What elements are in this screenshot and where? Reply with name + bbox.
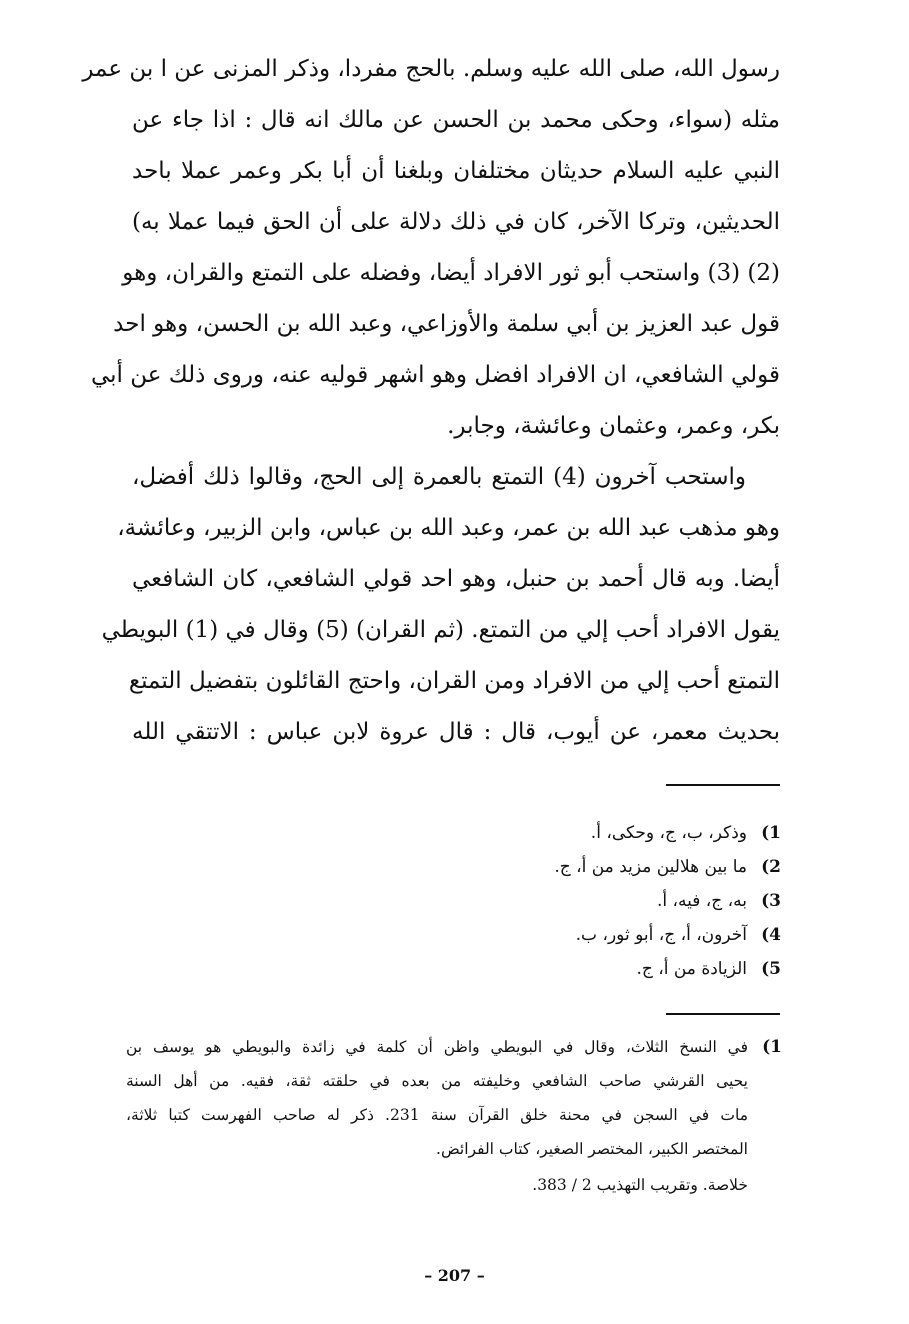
footnote-line: يحيى القرشي صاحب الشافعي وخليفته من بعده في حلقته ثقة، فقيه. من أهل السنة bbox=[126, 1072, 748, 1090]
variant-note-text: آخرون، أ، ج، أبو ثور، ب. bbox=[575, 925, 747, 945]
main-text-line: رسول الله، صلى الله عليه وسلم. بالحج مفردا، وذكر المزنى عن ا بن عمر bbox=[82, 56, 780, 82]
variant-note bbox=[361, 884, 781, 918]
variant-note-text: ما بين هلالين مزيد من أ، ج. bbox=[554, 857, 747, 877]
variant-note-number: 4) bbox=[761, 925, 781, 945]
main-text-line: قولي الشافعي، ان الافراد افضل وهو اشهر قوليه عنه، وروى ذلك عن أبي bbox=[90, 362, 780, 388]
variant-notes bbox=[361, 816, 781, 986]
main-text-line: أيضا. وبه قال أحمد بن حنبل، وهو احد قولي الشافعي، كان الشافعي bbox=[132, 566, 780, 592]
variant-note bbox=[361, 816, 781, 850]
variant-note-number: 5) bbox=[761, 959, 781, 979]
footnote-divider bbox=[666, 1013, 780, 1015]
footnote-row bbox=[126, 1030, 782, 1200]
footnote-number: 1) bbox=[762, 1037, 782, 1057]
main-text-line: التمتع أحب إلي من الافراد ومن القران، واحتج القائلون بتفضيل التمتع bbox=[128, 668, 780, 694]
main-text-line: بكر، وعمر، وعثمان وعائشة، وجابر. bbox=[447, 413, 780, 439]
main-text-line: قول عبد العزيز بن أبي سلمة والأوزاعي، وعبد الله بن الحسن، وهو احد bbox=[113, 311, 780, 337]
variant-note-text: الزيادة من أ، ج. bbox=[636, 959, 747, 979]
page-number: – 207 – bbox=[424, 1266, 485, 1285]
variant-note bbox=[361, 850, 781, 884]
variant-note-text: به، ج، فيه، أ. bbox=[657, 891, 747, 911]
main-text-line: يقول الافراد أحب إلي من التمتع. (ثم القران) (5) وقال في (1) البويطي bbox=[101, 617, 780, 643]
main-text-line: النبي عليه السلام حديثان مختلفان وبلغنا أن أبا بكر وعمر عملا باحد bbox=[132, 158, 780, 184]
footnote-source: خلاصة. وتقريب التهذيب 2 / 383. bbox=[532, 1176, 748, 1194]
variant-note-number: 2) bbox=[761, 857, 781, 877]
variants-divider bbox=[666, 784, 780, 786]
main-text-line: الحديثين، وتركا الآخر، كان في ذلك دلالة على أن الحق فيما عملا به) bbox=[132, 209, 780, 235]
variant-note bbox=[361, 918, 781, 952]
footnote bbox=[126, 1030, 782, 1200]
main-text-line: واستحب آخرون (4) التمتع بالعمرة إلى الحج، وقالوا ذلك أفضل، bbox=[132, 464, 747, 490]
main-text-line: بحديث معمر، عن أيوب، قال : قال عروة لابن عباس : الاتتقي الله bbox=[132, 719, 780, 745]
variant-note-number: 1) bbox=[761, 823, 781, 843]
variant-note-text: وذكر، ب، ج، وحكى، أ. bbox=[590, 823, 747, 843]
variant-note-number: 3) bbox=[761, 891, 781, 911]
main-text-block bbox=[82, 44, 780, 758]
footnote-line: مات في السجن في محنة خلق القرآن سنة 231. ذكر له صاحب الفهرست كتبا ثلاثة، bbox=[126, 1106, 749, 1124]
footnote-line: المختصر الكبير، المختصر الصغير، كتاب الفرائض. bbox=[436, 1140, 748, 1158]
footnote-line: في النسخ الثلاث، وقال في البويطي واظن أن كلمة في زائدة والبويطي هو يوسف بن bbox=[126, 1038, 748, 1056]
main-text-line: (2) (3) واستحب أبو ثور الافراد أيضا، وفضله على التمتع والقران، وهو bbox=[122, 260, 780, 286]
footnote-body bbox=[126, 1030, 748, 1200]
main-text-line: وهو مذهب عبد الله بن عمر، وعبد الله بن عباس، وابن الزبير، وعائشة، bbox=[117, 515, 780, 541]
main-text-line: مثله (سواء، وحكى محمد بن الحسن عن مالك انه قال : اذا جاء عن bbox=[132, 107, 780, 133]
variant-note bbox=[361, 952, 781, 986]
